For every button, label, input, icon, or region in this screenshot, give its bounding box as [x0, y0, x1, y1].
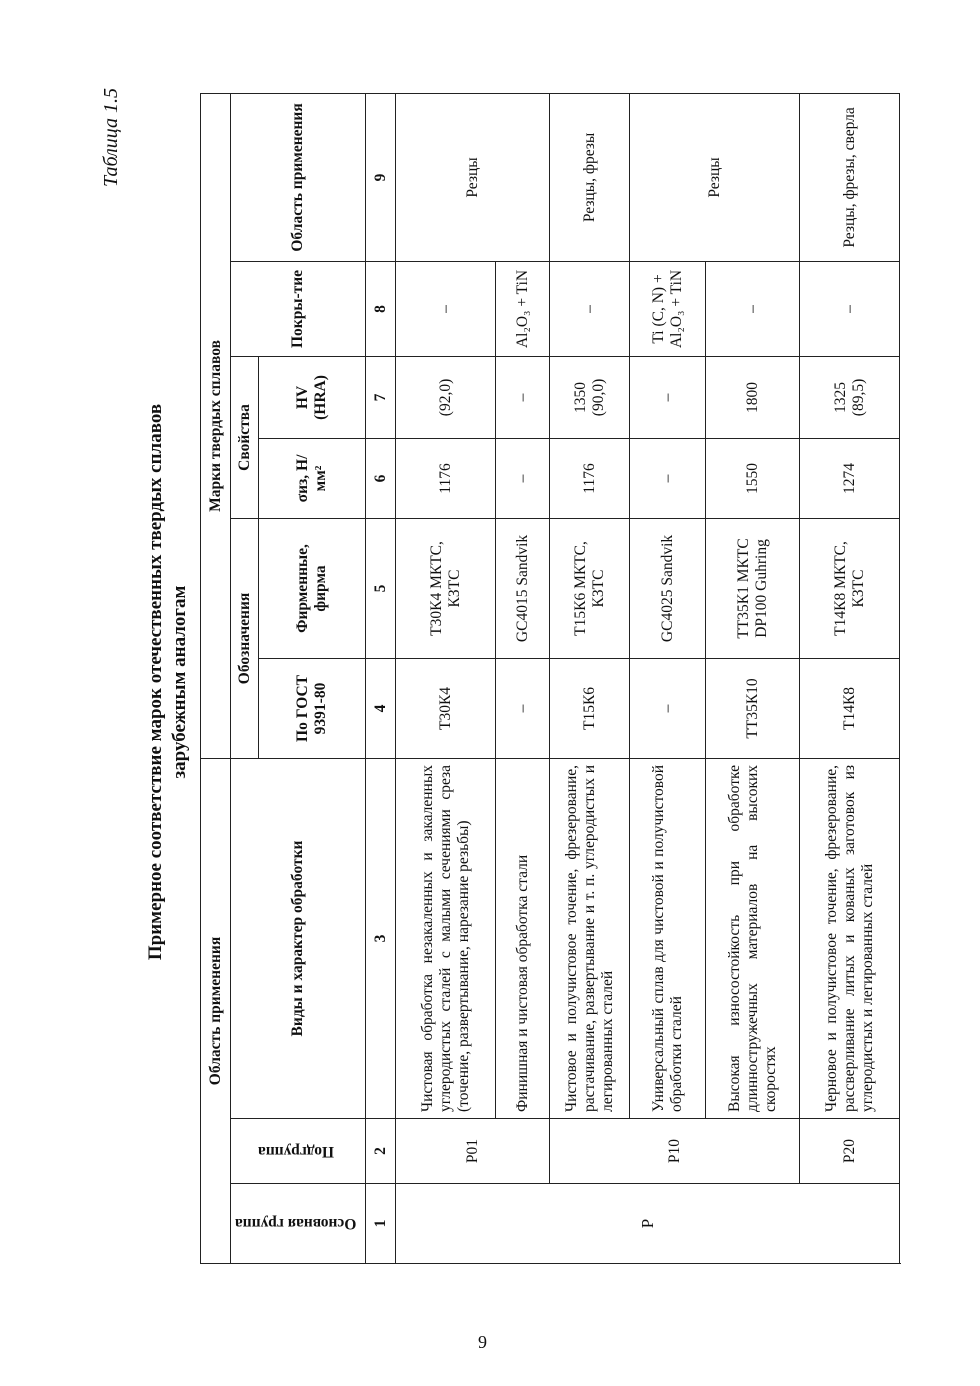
- colnum-6: 6: [366, 438, 396, 518]
- hv-cell: –: [630, 356, 706, 438]
- application-cell: Резцы, фрезы: [550, 93, 630, 261]
- coating-cell: Al₂O₃ + TiN: [496, 261, 550, 356]
- table-row: [630, 93, 706, 1263]
- coating-cell: –: [550, 261, 630, 356]
- header-row-2: [231, 93, 259, 1263]
- title-line-2: зарубежным аналогам: [169, 585, 190, 779]
- sigma-cell: 1550: [706, 438, 800, 518]
- table-row: [496, 93, 550, 1263]
- coating-cell: –: [396, 261, 496, 356]
- header-main-group-cell: [231, 1184, 366, 1264]
- coating-cell: –: [800, 261, 900, 356]
- header-hv: HV (HRA): [259, 356, 366, 438]
- application-cell: Резцы, фрезы, сверла: [800, 93, 900, 261]
- kind-cell: Черновое и получистовое точение, фрезерование, рассверливание литых и кованых заготовок из углеродистых и легированных сталей: [800, 758, 900, 1118]
- hv-cell: 1800: [706, 356, 800, 438]
- header-grades: Марки твердых сплавов: [201, 93, 231, 758]
- sigma-cell: –: [630, 438, 706, 518]
- firm-cell: GC4025 Sandvik: [630, 518, 706, 658]
- header-gost: По ГОСТ 9391-80: [259, 658, 366, 758]
- table-row: [396, 93, 496, 1263]
- table-title: [144, 82, 192, 1282]
- table-row: [550, 93, 630, 1263]
- kind-cell: Чистовая обработка незакаленных и закаленных углеродистых сталей с малыми сечениями среза (точение, развертывание, нарезание резьбы): [396, 758, 496, 1118]
- colnum-1: 1: [366, 1184, 396, 1264]
- application-cell: Резцы: [630, 93, 800, 261]
- sigma-cell: 1176: [550, 438, 630, 518]
- column-numbers-row: [366, 93, 396, 1263]
- kind-cell: Чистовое и получистовое точение, фрезерование, растачивание, развертывание и т. п. углеродистых и легированных сталей: [550, 758, 630, 1118]
- header-props: Свойства: [231, 356, 259, 518]
- firm-cell: ТТ35К1 МКТС DP100 Guhring: [706, 518, 800, 658]
- colnum-5: 5: [366, 518, 396, 658]
- hv-cell: 1350 (90,0): [550, 356, 630, 438]
- firm-cell: GC4015 Sandvik: [496, 518, 550, 658]
- gost-cell: Т15К6: [550, 658, 630, 758]
- grades-table: [200, 93, 900, 1264]
- kind-cell: Финишная и чистовая обработка стали: [496, 758, 550, 1118]
- table-row: [800, 93, 900, 1263]
- header-row-1: [201, 93, 231, 1263]
- sigma-cell: 1274: [800, 438, 900, 518]
- colnum-2: 2: [366, 1119, 396, 1184]
- subgroup-p20: P20: [800, 1119, 900, 1184]
- application-cell: Резцы: [396, 93, 550, 261]
- colnum-3: 3: [366, 758, 396, 1118]
- hv-cell: (92,0): [396, 356, 496, 438]
- subgroup-p10: P10: [550, 1119, 800, 1184]
- group-cell: P: [396, 1184, 900, 1264]
- firm-cell: Т15К6 МКТС, КЗТС: [550, 518, 630, 658]
- gost-cell: –: [630, 658, 706, 758]
- header-area: Область применения: [201, 758, 231, 1263]
- sigma-cell: 1176: [396, 438, 496, 518]
- coating-cell: Ti (C, N) + Al₂O₃ + TiN: [630, 261, 706, 356]
- coating-cell: –: [706, 261, 800, 356]
- header-firm: Фирменные, фирма: [259, 518, 366, 658]
- header-sigma: σиз, Н/мм²: [259, 438, 366, 518]
- firm-cell: Т30К4 МКТС, КЗТС: [396, 518, 496, 658]
- hv-cell: –: [496, 356, 550, 438]
- subgroup-p01: P01: [396, 1119, 550, 1184]
- table-row: [706, 93, 800, 1263]
- header-coating: Покры-тие: [231, 261, 366, 356]
- colnum-9: 9: [366, 93, 396, 261]
- gost-cell: –: [496, 658, 550, 758]
- colnum-8: 8: [366, 261, 396, 356]
- colnum-4: 4: [366, 658, 396, 758]
- page-number: 9: [478, 1332, 487, 1352]
- firm-cell: Т14К8 МКТС, КЗТС: [800, 518, 900, 658]
- header-designations: Обозначения: [231, 518, 259, 758]
- header-kind: Виды и характер обработки: [231, 758, 366, 1118]
- header-subgroup-cell: [231, 1119, 366, 1184]
- table-caption: Таблица 1.5: [100, 88, 122, 187]
- hv-cell: 1325 (89,5): [800, 356, 900, 438]
- header-subgroup: Подгруппа: [257, 1143, 334, 1160]
- sigma-cell: –: [496, 438, 550, 518]
- title-line-1: Примерное соответствие марок отечественных твердых сплавов: [145, 403, 166, 961]
- gost-cell: ТТ35К10: [706, 658, 800, 758]
- kind-cell: Высокая износостойкость при обработке длинностружечных материалов на высоких скоростях: [706, 758, 800, 1118]
- header-main-group: Основная группа: [235, 1215, 357, 1233]
- colnum-7: 7: [366, 356, 396, 438]
- rotated-page: [100, 82, 876, 1282]
- gost-cell: Т14К8: [800, 658, 900, 758]
- header-application: Область применения: [231, 93, 366, 261]
- kind-cell: Универсальный сплав для чистовой и получистовой обработки сталей: [630, 758, 706, 1118]
- gost-cell: Т30К4: [396, 658, 496, 758]
